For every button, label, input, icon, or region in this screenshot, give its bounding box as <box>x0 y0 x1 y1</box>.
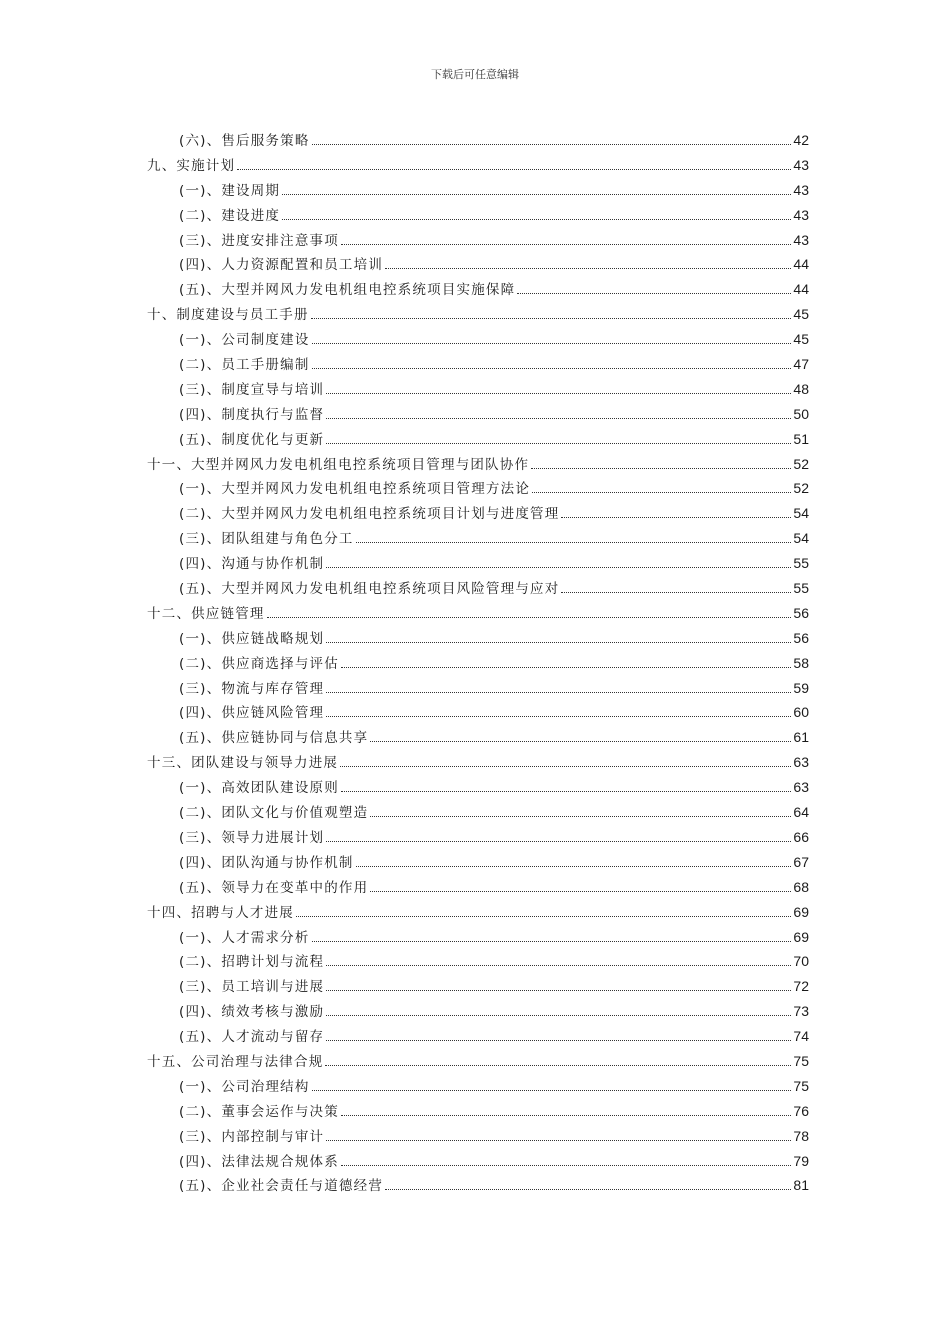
toc-entry-title: 十四、招聘与人才进展 <box>147 904 294 921</box>
toc-entry-title: (三)、团队组建与角色分工 <box>179 531 354 548</box>
toc-dot-leader <box>370 891 791 892</box>
toc-entry-title: (四)、绩效考核与激励 <box>179 1004 325 1021</box>
toc-entry-title: 十三、团队建设与领导力进展 <box>147 755 339 772</box>
toc-entry-title: (五)、大型并网风力发电机组电控系统项目实施保障 <box>179 282 516 299</box>
toc-section-entry[interactable] <box>147 551 809 576</box>
toc-section-entry[interactable] <box>147 651 809 676</box>
toc-section-entry[interactable] <box>147 501 809 526</box>
toc-chapter-entry[interactable] <box>147 601 809 626</box>
toc-dot-leader <box>312 368 792 369</box>
toc-section-entry[interactable] <box>147 1099 809 1124</box>
toc-dot-leader <box>325 1065 791 1066</box>
toc-dot-leader <box>531 468 791 469</box>
toc-dot-leader <box>326 443 791 444</box>
toc-entry-title: (四)、制度执行与监督 <box>179 406 325 423</box>
toc-page-number: 76 <box>793 1102 809 1119</box>
toc-page-number: 68 <box>793 878 809 895</box>
toc-page-number: 81 <box>793 1177 809 1194</box>
toc-entry-title: (四)、供应链风险管理 <box>179 705 325 722</box>
toc-page-number: 72 <box>793 978 809 995</box>
toc-dot-leader <box>237 169 791 170</box>
toc-chapter-entry[interactable] <box>147 750 809 775</box>
toc-dot-leader <box>326 965 791 966</box>
toc-page-number: 54 <box>793 530 809 547</box>
toc-page-number: 54 <box>793 505 809 522</box>
toc-section-entry[interactable] <box>147 626 809 651</box>
toc-section-entry[interactable] <box>147 1173 809 1198</box>
toc-section-entry[interactable] <box>147 526 809 551</box>
toc-section-entry[interactable] <box>147 676 809 701</box>
toc-dot-leader <box>282 219 791 220</box>
toc-section-entry[interactable] <box>147 277 809 302</box>
toc-entry-title: 十五、公司治理与法律合规 <box>147 1053 324 1070</box>
toc-dot-leader <box>296 916 791 917</box>
toc-chapter-entry[interactable] <box>147 302 809 327</box>
toc-page-number: 75 <box>793 1077 809 1094</box>
toc-section-entry[interactable] <box>147 850 809 875</box>
toc-entry-title: (二)、建设进度 <box>179 207 281 224</box>
toc-page-number: 43 <box>793 156 809 173</box>
toc-entry-title: (一)、建设周期 <box>179 182 281 199</box>
table-of-contents <box>147 128 809 1198</box>
toc-entry-title: (五)、供应链协同与信息共享 <box>179 730 369 747</box>
toc-entry-title: (六)、售后服务策略 <box>179 133 310 149</box>
toc-entry-title: (二)、董事会运作与决策 <box>179 1103 339 1120</box>
toc-page-number: 42 <box>793 132 809 148</box>
toc-page-number: 47 <box>793 356 809 373</box>
toc-section-entry[interactable] <box>147 949 809 974</box>
toc-dot-leader <box>326 841 791 842</box>
toc-section-entry[interactable] <box>147 178 809 203</box>
toc-page-number: 44 <box>793 281 809 298</box>
toc-entry-title: (一)、高效团队建设原则 <box>179 780 339 797</box>
toc-section-entry[interactable] <box>147 1149 809 1174</box>
toc-entry-title: (三)、领导力进展计划 <box>179 829 325 846</box>
toc-entry-title: (三)、内部控制与审计 <box>179 1128 325 1145</box>
toc-section-entry[interactable] <box>147 128 809 153</box>
toc-dot-leader <box>532 492 791 493</box>
toc-entry-title: (五)、人才流动与留存 <box>179 1029 325 1046</box>
toc-entry-title: (二)、员工手册编制 <box>179 357 310 374</box>
toc-section-entry[interactable] <box>147 1124 809 1149</box>
toc-section-entry[interactable] <box>147 974 809 999</box>
toc-entry-title: 十二、供应链管理 <box>147 605 265 622</box>
toc-dot-leader <box>312 343 792 344</box>
toc-entry-title: (四)、沟通与协作机制 <box>179 556 325 573</box>
toc-entry-title: (五)、企业社会责任与道德经营 <box>179 1178 384 1195</box>
toc-page-number: 48 <box>793 380 809 397</box>
toc-dot-leader <box>341 1115 791 1116</box>
toc-entry-title: (一)、公司治理结构 <box>179 1078 310 1095</box>
toc-page-number: 55 <box>793 580 809 597</box>
toc-dot-leader <box>341 244 791 245</box>
toc-dot-leader <box>326 716 791 717</box>
toc-chapter-entry[interactable] <box>147 153 809 178</box>
page-header: 下载后可任意编辑 <box>431 68 519 81</box>
toc-entry-title: (三)、员工培训与进展 <box>179 979 325 996</box>
toc-dot-leader <box>356 542 792 543</box>
toc-entry-title: 十、制度建设与员工手册 <box>147 307 309 324</box>
toc-dot-leader <box>561 592 791 593</box>
toc-entry-title: (二)、招聘计划与流程 <box>179 954 325 971</box>
toc-page-number: 63 <box>793 754 809 771</box>
toc-section-entry[interactable] <box>147 476 809 501</box>
toc-entry-title: (二)、供应商选择与评估 <box>179 655 339 672</box>
toc-dot-leader <box>561 517 791 518</box>
toc-dot-leader <box>326 1040 791 1041</box>
toc-dot-leader <box>385 268 791 269</box>
toc-entry-title: (一)、人才需求分析 <box>179 929 310 946</box>
toc-dot-leader <box>356 866 792 867</box>
toc-entry-title: (三)、物流与库存管理 <box>179 680 325 697</box>
toc-section-entry[interactable] <box>147 875 809 900</box>
toc-page-number: 44 <box>793 256 809 273</box>
toc-page-number: 45 <box>793 331 809 348</box>
toc-page-number: 69 <box>793 903 809 920</box>
toc-dot-leader <box>341 667 791 668</box>
toc-dot-leader <box>312 941 792 942</box>
toc-entry-title: (四)、人力资源配置和员工培训 <box>179 257 384 274</box>
toc-page-number: 55 <box>793 555 809 572</box>
toc-page-number: 67 <box>793 853 809 870</box>
toc-dot-leader <box>326 1015 791 1016</box>
toc-section-entry[interactable] <box>147 999 809 1024</box>
toc-section-entry[interactable] <box>147 377 809 402</box>
toc-entry-title: (一)、公司制度建设 <box>179 332 310 349</box>
toc-page-number: 52 <box>793 455 809 472</box>
toc-section-entry[interactable] <box>147 1024 809 1049</box>
toc-page-number: 52 <box>793 480 809 497</box>
toc-dot-leader <box>312 1090 792 1091</box>
toc-dot-leader <box>326 642 791 643</box>
toc-page-number: 66 <box>793 828 809 845</box>
toc-dot-leader <box>385 1189 791 1190</box>
toc-section-entry[interactable] <box>147 925 809 950</box>
toc-page-number: 45 <box>793 306 809 323</box>
toc-page-number: 56 <box>793 604 809 621</box>
toc-section-entry[interactable] <box>147 725 809 750</box>
toc-page-number: 56 <box>793 629 809 646</box>
toc-entry-title: (四)、团队沟通与协作机制 <box>179 854 354 871</box>
toc-section-entry[interactable] <box>147 825 809 850</box>
toc-page-number: 79 <box>793 1152 809 1169</box>
toc-page-number: 69 <box>793 928 809 945</box>
toc-entry-title: (一)、供应链战略规划 <box>179 630 325 647</box>
toc-page-number: 58 <box>793 654 809 671</box>
toc-entry-title: (一)、大型并网风力发电机组电控系统项目管理方法论 <box>179 481 531 498</box>
toc-section-entry[interactable] <box>147 402 809 427</box>
toc-section-entry[interactable] <box>147 427 809 452</box>
toc-dot-leader <box>326 1140 791 1141</box>
toc-page-number: 70 <box>793 953 809 970</box>
toc-dot-leader <box>326 990 791 991</box>
toc-page-number: 64 <box>793 804 809 821</box>
toc-page-number: 51 <box>793 430 809 447</box>
toc-page-number: 74 <box>793 1028 809 1045</box>
toc-entry-title: 九、实施计划 <box>147 157 236 174</box>
toc-page-number: 61 <box>793 729 809 746</box>
toc-dot-leader <box>311 318 792 319</box>
toc-page-number: 50 <box>793 405 809 422</box>
toc-section-entry[interactable] <box>147 327 809 352</box>
toc-page-number: 59 <box>793 679 809 696</box>
toc-dot-leader <box>267 617 792 618</box>
toc-page-number: 43 <box>793 181 809 198</box>
toc-page-number: 75 <box>793 1052 809 1069</box>
toc-dot-leader <box>326 692 791 693</box>
toc-section-entry[interactable] <box>147 252 809 277</box>
toc-dot-leader <box>326 418 791 419</box>
toc-entry-title: (二)、大型并网风力发电机组电控系统项目计划与进度管理 <box>179 506 560 523</box>
toc-section-entry[interactable] <box>147 800 809 825</box>
toc-dot-leader <box>312 144 792 145</box>
toc-page-number: 60 <box>793 704 809 721</box>
toc-dot-leader <box>341 1165 791 1166</box>
toc-dot-leader <box>282 194 791 195</box>
toc-page-number: 63 <box>793 779 809 796</box>
toc-page-number: 43 <box>793 206 809 223</box>
toc-entry-title: (五)、领导力在变革中的作用 <box>179 879 369 896</box>
toc-entry-title: (二)、团队文化与价值观塑造 <box>179 805 369 822</box>
toc-section-entry[interactable] <box>147 576 809 601</box>
toc-page-number: 78 <box>793 1127 809 1144</box>
toc-entry-title: (四)、法律法规合规体系 <box>179 1153 339 1170</box>
toc-section-entry[interactable] <box>147 203 809 228</box>
toc-dot-leader <box>370 816 791 817</box>
toc-entry-title: (三)、进度安排注意事项 <box>179 232 339 249</box>
toc-dot-leader <box>517 293 791 294</box>
toc-section-entry[interactable] <box>147 228 809 253</box>
toc-chapter-entry[interactable] <box>147 1049 809 1074</box>
toc-entry-title: (三)、制度宣导与培训 <box>179 381 325 398</box>
toc-dot-leader <box>326 567 791 568</box>
toc-section-entry[interactable] <box>147 1074 809 1099</box>
toc-entry-title: (五)、大型并网风力发电机组电控系统项目风险管理与应对 <box>179 581 560 598</box>
toc-dot-leader <box>326 393 791 394</box>
toc-entry-title: (五)、制度优化与更新 <box>179 431 325 448</box>
toc-chapter-entry[interactable] <box>147 900 809 925</box>
toc-dot-leader <box>370 741 791 742</box>
toc-page-number: 43 <box>793 231 809 248</box>
toc-section-entry[interactable] <box>147 352 809 377</box>
toc-entry-title: 十一、大型并网风力发电机组电控系统项目管理与团队协作 <box>147 456 530 473</box>
toc-dot-leader <box>340 766 791 767</box>
toc-section-entry[interactable] <box>147 700 809 725</box>
toc-dot-leader <box>341 791 791 792</box>
toc-page-number: 73 <box>793 1003 809 1020</box>
toc-chapter-entry[interactable] <box>147 452 809 477</box>
toc-section-entry[interactable] <box>147 775 809 800</box>
